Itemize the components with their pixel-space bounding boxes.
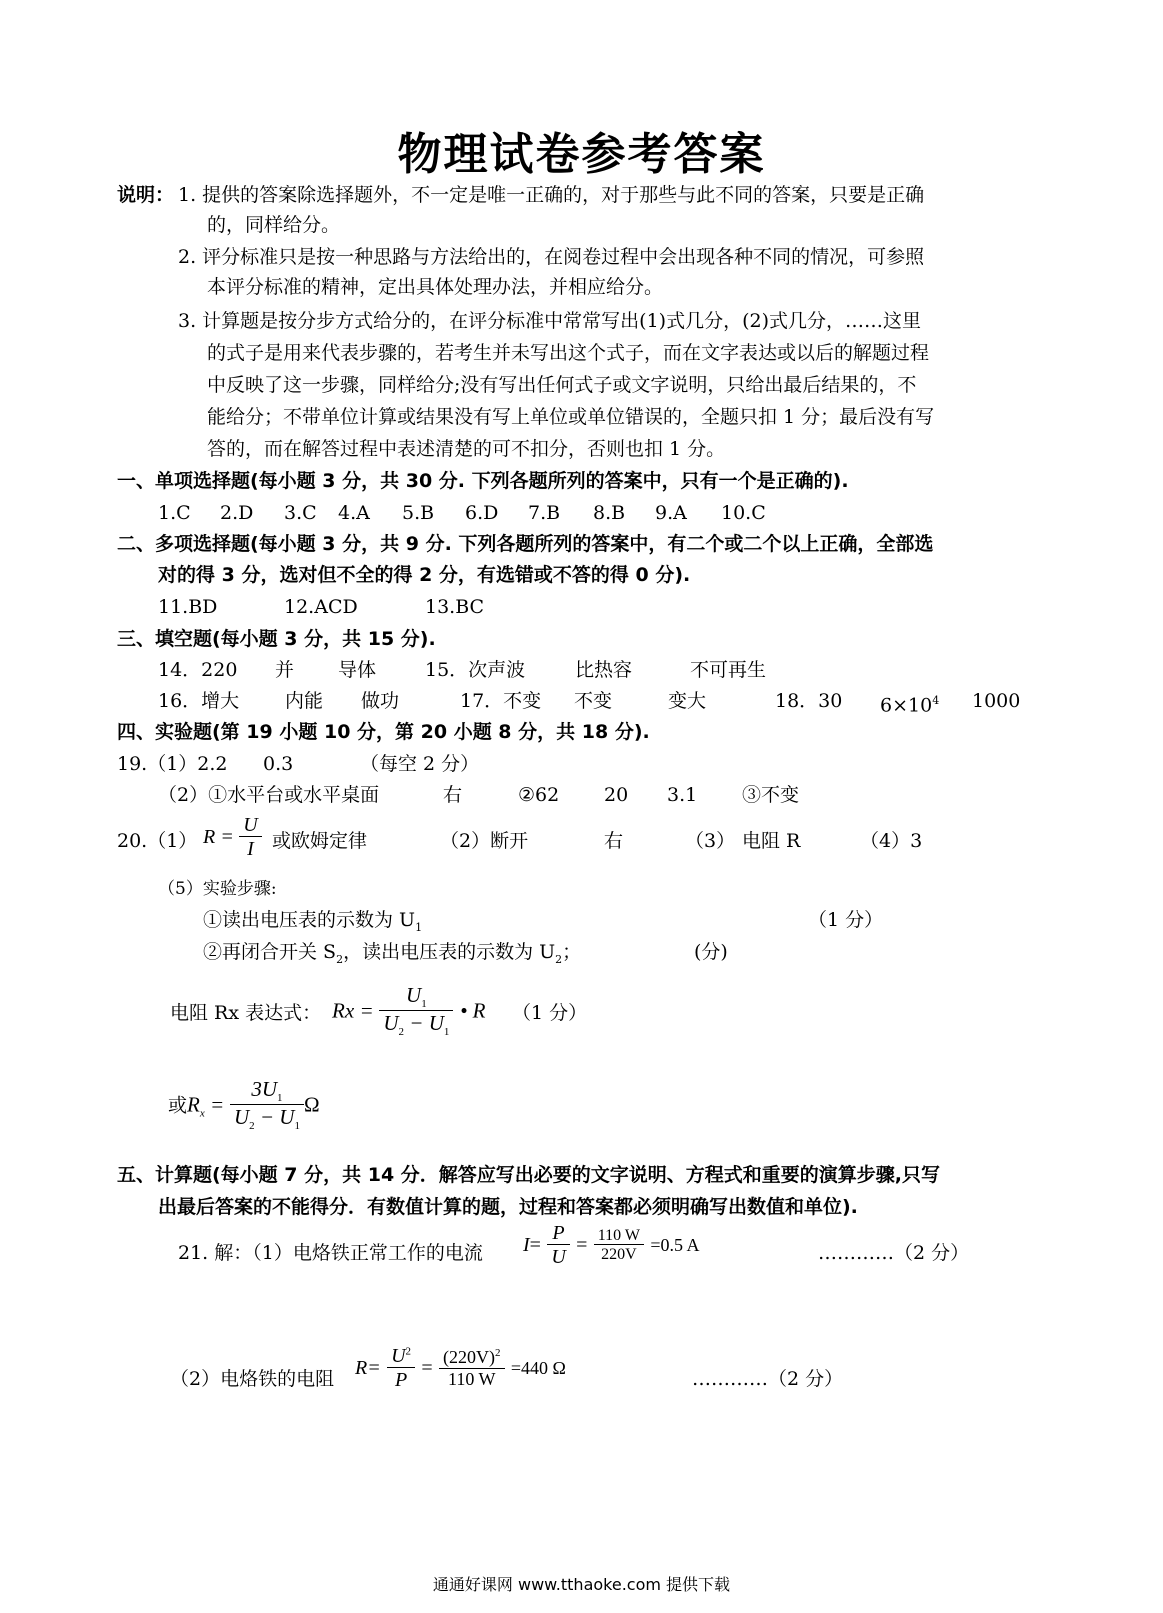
rx-alt-formula: 或$R_x$ = $\frac{3U_1}{U_2 - U_1}$ Ω bbox=[168, 1077, 320, 1133]
answer-7: 7.B bbox=[528, 502, 561, 524]
ohm-law-text: 或欧姆定律 bbox=[272, 830, 368, 852]
section-1-heading: 一、单项选择题(每小题 3 分，共 30 分. 下列各题所列的答案中，只有一个是正确的). bbox=[117, 470, 849, 492]
q21-current-formula: I= $\frac{P}{U}$ = $\frac{110 W}{220V}$ =0.5 A bbox=[523, 1222, 700, 1268]
q21-resistance-formula: R= $\frac{U^2}{P}$ = $\frac{(220V)^2}{110 W}$ =440 Ω bbox=[355, 1345, 566, 1391]
fill-18-c: 1000 bbox=[972, 690, 1021, 712]
note-3-line-2: 的式子是用来代表步骤的，若考生并未写出这个式子，而在文字表达或以后的解题过程 bbox=[207, 342, 930, 364]
q20-step-2-score: (分) bbox=[694, 941, 728, 963]
fill-18-a: 18．30 bbox=[775, 690, 843, 712]
q19-part2-d: 20 bbox=[604, 784, 629, 806]
rx-label: 电阻 Rx 表达式： bbox=[170, 1002, 322, 1024]
q19-part1-a: 19.（1）2.2 bbox=[117, 753, 228, 775]
q21-part2-score: …………（2 分） bbox=[692, 1368, 844, 1390]
fill-17-b: 不变 bbox=[574, 690, 613, 712]
section-2-heading-line-2: 对的得 3 分，选对但不全的得 2 分，有选错或不答的得 0 分). bbox=[158, 564, 691, 586]
q20-part2-a: （2）断开 bbox=[440, 830, 529, 852]
rx-score: （1 分） bbox=[512, 1002, 588, 1024]
fill-18-b: $6\times 10^4$ bbox=[880, 694, 940, 717]
q20-label: 20.（1） bbox=[117, 830, 198, 852]
section-5-heading-line-1: 五、计算题(每小题 7 分，共 14 分．解答应写出必要的文字说明、方程式和重要的演算步骤,只写 bbox=[117, 1164, 941, 1186]
q20-step-2: ②再闭合开关 $S_2$，读出电压表的示数为 $U_2$； bbox=[203, 941, 582, 966]
q20-step-1: ①读出电压表的示数为 $U_1$ bbox=[203, 909, 423, 934]
ohm-law-formula: R = $\frac{U}{I}$ bbox=[203, 814, 262, 861]
fill-17-a: 17．不变 bbox=[460, 690, 542, 712]
q19-part2-f: ③不变 bbox=[742, 784, 800, 806]
answer-6: 6.D bbox=[465, 502, 499, 524]
note-2-line-1: 2. 评分标准只是按一种思路与方法给出的，在阅卷过程中会出现各种不同的情况，可参照 bbox=[178, 246, 925, 268]
section-4-heading: 四、实验题(第 19 小题 10 分，第 20 小题 8 分，共 18 分). bbox=[117, 721, 650, 743]
page-title: 物理试卷参考答案 bbox=[397, 129, 766, 180]
footer: 通通好课网 www.tthaoke.com 提供下载 bbox=[432, 1575, 731, 1594]
q19-part2-a: （2）①水平台或水平桌面 bbox=[158, 784, 380, 806]
q19-part2-b: 右 bbox=[443, 784, 463, 806]
q20-part5-label: （5）实验步骤: bbox=[158, 879, 277, 899]
q20-part4: （4）3 bbox=[860, 830, 923, 852]
q21-part1-text: 21. 解：（1）电烙铁正常工作的电流 bbox=[178, 1242, 483, 1264]
q20-part3-a: （3） bbox=[685, 830, 736, 852]
section-3-heading: 三、填空题(每小题 3 分，共 15 分). bbox=[117, 628, 436, 650]
answer-13: 13.BC bbox=[425, 596, 485, 618]
notes-label: 说明： bbox=[117, 184, 175, 206]
answer-4: 4.A bbox=[338, 502, 370, 524]
q20-part3-b: 电阻 R bbox=[742, 830, 801, 852]
fill-14-a: 14．220 bbox=[158, 659, 238, 681]
note-1-line-1: 1. 提供的答案除选择题外，不一定是唯一正确的，对于那些与此不同的答案，只要是正确 bbox=[178, 184, 925, 206]
q21-part2-text: （2）电烙铁的电阻 bbox=[170, 1368, 335, 1390]
fill-17-c: 变大 bbox=[668, 690, 707, 712]
section-5-heading-line-2: 出最后答案的不能得分．有数值计算的题，过程和答案都必须明确写出数值和单位). bbox=[158, 1196, 858, 1218]
q19-part1-b: 0.3 bbox=[263, 753, 294, 775]
q19-part2-c: ②62 bbox=[518, 784, 560, 806]
q19-part1-note: （每空 2 分） bbox=[360, 753, 480, 775]
note-3-line-1: 3. 计算题是按分步方式给分的，在评分标准中常常写出(1)式几分，(2)式几分，……这里 bbox=[178, 310, 921, 332]
fill-15-c: 不可再生 bbox=[690, 659, 767, 681]
q21-part1-score: …………（2 分） bbox=[818, 1242, 970, 1264]
fill-16-c: 做功 bbox=[361, 690, 400, 712]
answer-3: 3.C bbox=[284, 502, 317, 524]
note-1-line-2: 的，同样给分。 bbox=[207, 214, 341, 236]
answer-5: 5.B bbox=[402, 502, 435, 524]
q20-part2-b: 右 bbox=[604, 830, 624, 852]
note-3-line-4: 能给分；不带单位计算或结果没有写上单位或单位错误的，全题只扣 1 分；最后没有写 bbox=[207, 406, 935, 428]
fill-16-b: 内能 bbox=[285, 690, 324, 712]
fill-14-c: 导体 bbox=[338, 659, 377, 681]
answer-10: 10.C bbox=[721, 502, 766, 524]
answer-9: 9.A bbox=[655, 502, 687, 524]
answer-11: 11.BD bbox=[158, 596, 218, 618]
fill-15-a: 15．次声波 bbox=[425, 659, 526, 681]
answer-8: 8.B bbox=[593, 502, 626, 524]
note-2-line-2: 本评分标准的精神，定出具体处理办法，并相应给分。 bbox=[207, 276, 664, 298]
rx-formula: Rx = $\frac{U_1}{U_2 - U_1}$ • R bbox=[332, 983, 486, 1039]
q19-part2-e: 3.1 bbox=[667, 784, 698, 806]
section-2-heading-line-1: 二、多项选择题(每小题 3 分，共 9 分. 下列各题所列的答案中，有二个或二个以上正确，全部选 bbox=[117, 533, 934, 555]
q20-step-1-score: （1 分） bbox=[808, 909, 884, 931]
answer-2: 2.D bbox=[220, 502, 254, 524]
answer-1: 1.C bbox=[158, 502, 191, 524]
answer-12: 12.ACD bbox=[284, 596, 358, 618]
note-3-line-3: 中反映了这一步骤，同样给分;没有写出任何式子或文字说明，只给出最后结果的，不 bbox=[207, 374, 917, 396]
note-3-line-5: 答的，而在解答过程中表述清楚的可不扣分，否则也扣 1 分。 bbox=[207, 438, 726, 460]
fill-16-a: 16．增大 bbox=[158, 690, 240, 712]
fill-15-b: 比热容 bbox=[575, 659, 633, 681]
fill-14-b: 并 bbox=[275, 659, 295, 681]
